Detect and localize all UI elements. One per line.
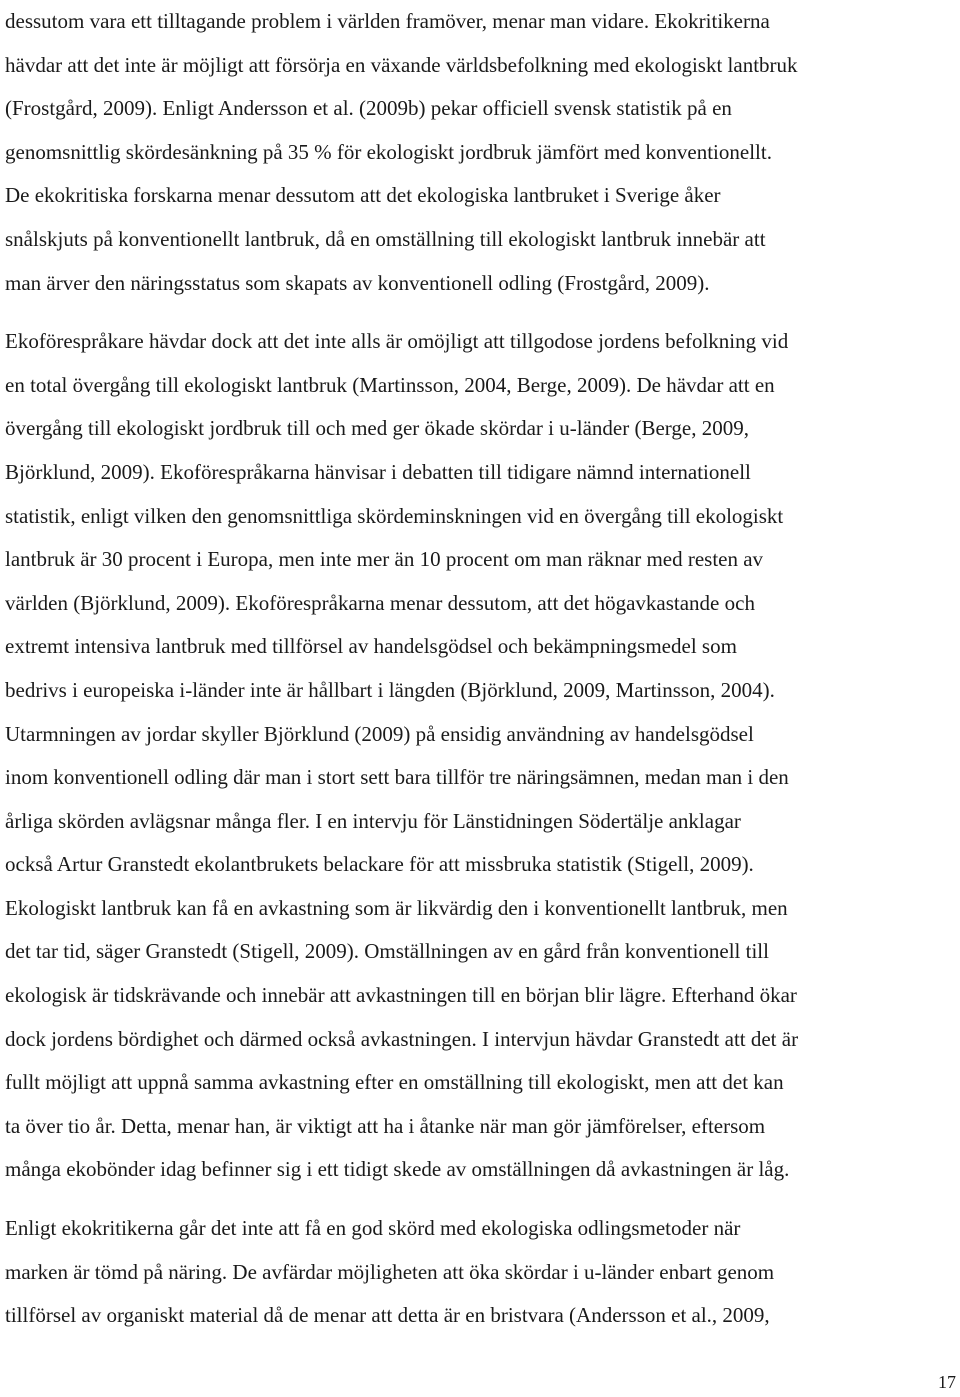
text-line: Björklund, 2009). Ekoförespråkarna hänvisar i debatten till tidigare nämnd internationell (5, 459, 751, 484)
text-line: hävdar att det inte är möjligt att försörja en växande världsbefolkning med ekologiskt lantbruk (5, 52, 798, 77)
text-line: ta över tio år. Detta, menar han, är viktigt att ha i åtanke när man gör jämförelser, eftersom (5, 1113, 766, 1138)
text-line: Ekoförespråkare hävdar dock att det inte alls är omöjligt att tillgodose jordens befolkning vid (5, 329, 789, 354)
text-line: marken är tömd på näring. De avfärdar möjligheten att öka skördar i u-länder enbart genom (5, 1259, 775, 1284)
document-page (5, 0, 955, 1338)
text-line: världen (Björklund, 2009). Ekoförespråkarna menar dessutom, att det högavkastande och (5, 590, 755, 615)
text-line: (Frostgård, 2009). Enligt Andersson et al. (2009b) pekar officiell svensk statistik på en (5, 96, 732, 121)
text-line: man ärver den näringsstatus som skapats av konventionell odling (Frostgård, 2009). (5, 270, 710, 295)
text-line: årliga skörden avlägsnar många fler. I en intervju för Länstidningen Södertälje anklagar (5, 808, 741, 833)
text-line: snålskjuts på konventionellt lantbruk, då en omställning till ekologiskt lantbruk innebär att (5, 226, 766, 251)
text-line: statistik, enligt vilken den genomsnittliga skördeminskningen vid en övergång till ekologiskt (5, 503, 784, 528)
text-line: Utarmningen av jordar skyller Björklund (2009) på ensidig användning av handelsgödsel (5, 721, 754, 746)
text-line: övergång till ekologiskt jordbruk till och med ger ökade skördar i u-länder (Berge, 2009, (5, 416, 749, 441)
paragraph-gap (5, 1192, 955, 1207)
text-line: lantbruk är 30 procent i Europa, men inte mer än 10 procent om man räknar med resten av (5, 547, 764, 572)
text-line: bedrivs i europeiska i-länder inte är hållbart i längden (Björklund, 2009, Martinsson, 2004). (5, 677, 775, 702)
paragraph-2 (5, 320, 955, 1192)
paragraph-gap (5, 305, 955, 320)
text-line: De ekokritiska forskarna menar dessutom att det ekologiska lantbruket i Sverige åker (5, 183, 721, 208)
text-line: inom konventionell odling där man i stort sett bara tillför tre näringsämnen, medan man i den (5, 765, 789, 790)
text-line: extremt intensiva lantbruk med tillförsel av handelsgödsel och bekämpningsmedel som (5, 634, 737, 659)
text-line: en total övergång till ekologiskt lantbruk (Martinsson, 2004, Berge, 2009). De hävdar att en (5, 372, 775, 397)
text-line: genomsnittlig skördesänkning på 35 % för ekologiskt jordbruk jämfört med konventionellt. (5, 139, 772, 164)
text-line: fullt möjligt att uppnå samma avkastning efter en omställning till ekologiskt, men att det kan (5, 1070, 784, 1095)
text-line: tillförsel av organiskt material då de menar att detta är en bristvara (Andersson et al., 2009, (5, 1303, 770, 1328)
text-line: dock jordens bördighet och därmed också avkastningen. I intervjun hävdar Granstedt att det är (5, 1026, 799, 1051)
paragraph-1 (5, 0, 955, 305)
page-number: 17 (938, 1372, 956, 1392)
text-line: ekologisk är tidskrävande och innebär att avkastningen till en början blir lägre. Efterhand ökar (5, 983, 797, 1008)
text-line: Ekologiskt lantbruk kan få en avkastning som är likvärdig den i konventionellt lantbruk, men (5, 895, 788, 920)
paragraph-3 (5, 1207, 955, 1338)
text-line: Enligt ekokritikerna går det inte att få en god skörd med ekologiska odlingsmetoder när (5, 1216, 741, 1241)
text-line: också Artur Granstedt ekolantbrukets belackare för att missbruka statistik (Stigell, 2009). (5, 852, 754, 877)
text-line: dessutom vara ett tilltagande problem i världen framöver, menar man vidare. Ekokritikerna (5, 9, 770, 33)
text-line: många ekobönder idag befinner sig i ett tidigt skede av omställningen då avkastningen är låg. (5, 1157, 790, 1182)
text-line: det tar tid, säger Granstedt (Stigell, 2009). Omställningen av en gård från konventionell till (5, 939, 769, 964)
